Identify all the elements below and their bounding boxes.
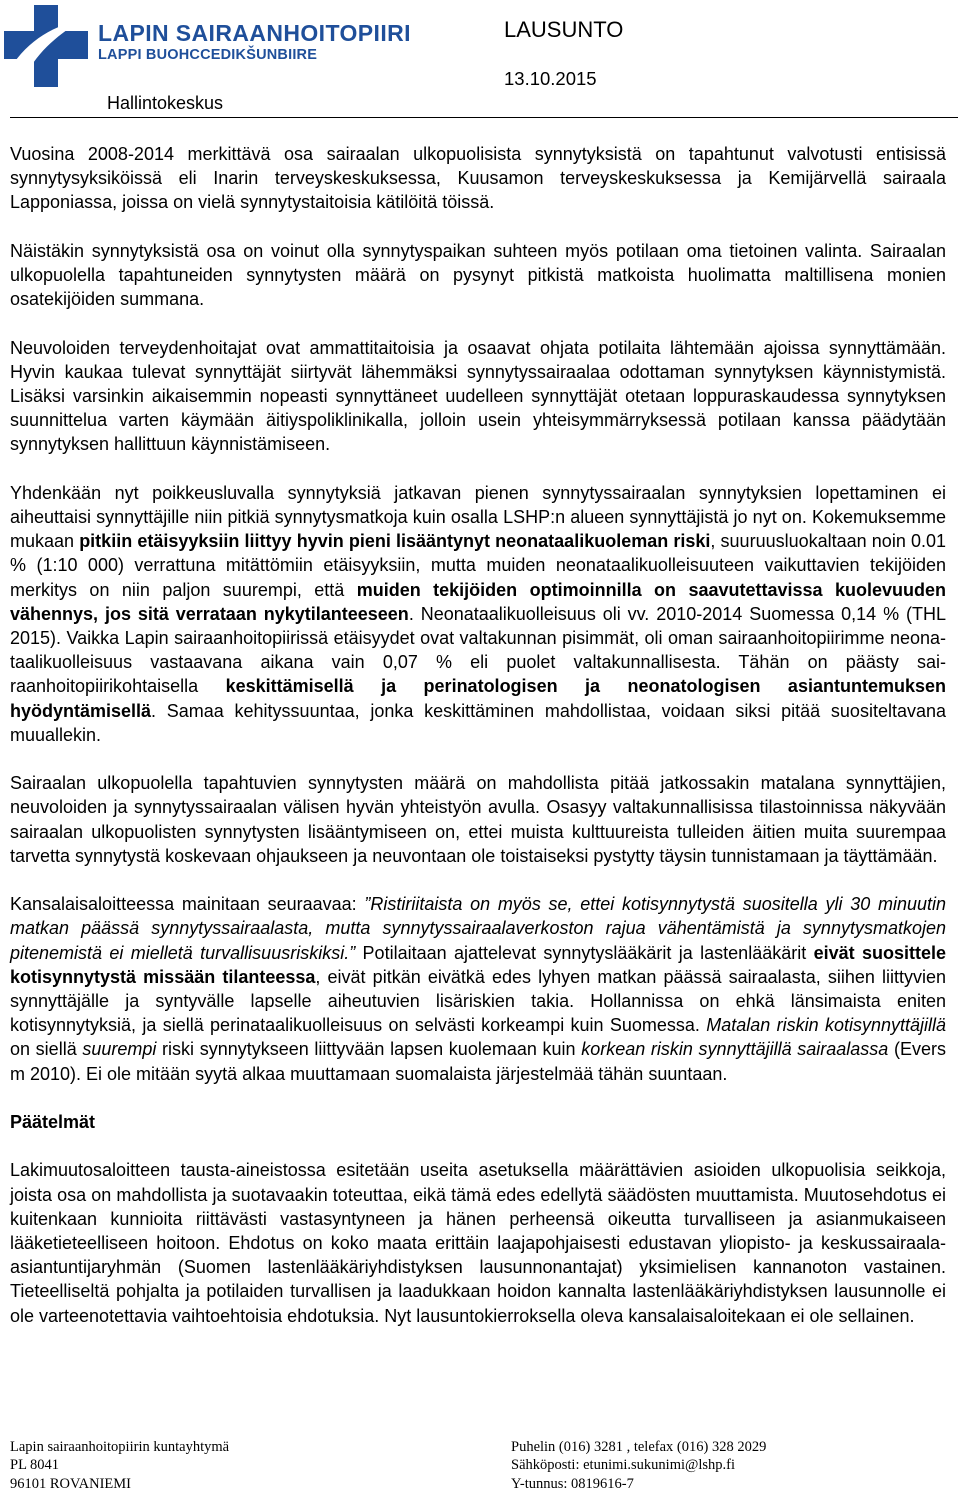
paragraph-6-italic: Matalan riskin kotisynnyttäjillä	[706, 1015, 947, 1036]
footer-po-box: PL 8041	[10, 1457, 60, 1474]
paragraph-6-text: riski synnytykseen liittyvään lapsen kuolemaan kuin	[156, 1039, 582, 1060]
paragraph-7: Lakimuutosaloitteen tausta-aineistossa esitetään useita asetuksella määrättävien asioiden ulkopuolisia seikkoja, joista osa on mahdollista ja suotavaakin toteuttaa, eikä tämä edes edellytä säädösten muuttamista. Muutosehdotus ei kuitenkaan kunnioita riittävästi vastasyntyneen ja hänen perheensä oikeutta turvalliseen ja asianmukaiseen lääketieteelliseen hoitoon. Ehdotus on koko maata erittäin laajapohjaisesti edustavan yliopisto- ja keskussairaala-asiantuntijaryhmän (Suomen lastenlääkäriyhdistyksen lausunnonantajat) yksimielisen kannanoton vastainen. Tieteelliseltä pohjalta ja potilaiden turvallisen ja laadukkaan hoidon kannalta lastenlääkäriyhdistyksen lausunnolle ei ole varteenotettavia vaihtoehtoisia ehdotuksia. Nyt lausuntokierroksella oleva kansalaisaloitekaan ei ole sellainen.	[10, 1160, 946, 1326]
paragraph-4	[10, 481, 946, 747]
department-name: Hallintokeskus	[107, 93, 224, 113]
footer-business-id: Y-tunnus: 0819616-7	[511, 1475, 634, 1492]
paragraph-1: Vuosina 2008-2014 merkittävä osa sairaalan ulkopuolisista synnytyksistä on tapahtunut valvotusti entisissä synnytysyksiköissä eli Inarin terveyskeskuksessa, Kuusamon terveyskeskuksessa ja Kemijärvellä sairaala Lapponiassa, joissa on vielä synnytystaitoisia kätilöitä töissä.	[10, 144, 946, 213]
paragraph-4-emphasis: keskittämisellä ja perinatologisen ja neonatologisen asiantuntemuksen hyödyntämisellä	[10, 676, 946, 721]
document-body	[10, 142, 946, 1352]
footer-contact	[511, 1438, 766, 1493]
citizens-initiative-quote: ”Ristiriitaista on myös se, ettei kotisynnytystä suositella yli 30 minuutin matkan päässä synnytyssairaalasta, mutta synnytyssairaalaverkoston rajua vähentämistä ja synnytysmatkojen pitenemistä ei mielletä turvallisuusriskiksi.”	[10, 894, 946, 963]
paragraph-3: Neuvoloiden terveydenhoitajat ovat ammattitaitoisia ja osaavat ohjata potilaita lähtemään ajoissa synnyttämään. Hyvin kaukaa tulevat synnyttäjät siirtyvät lähemmäksi synnytyssairaalaa odottaman synnytyksen käynnistymistä. Lisäksi varsinkin aikaisemmin nopeasti synnyttäneet uudelleen synnyttäjät otetaan loppuraskaudessa synnytyksen suunnittelua varten käymään äitiyspoliklinikalla, jolloin usein yhteisymmärryksessä potilaan kanssa päädytään synnytyksen hallittuun käynnistämiseen.	[10, 337, 946, 455]
organization-name-sami: LAPPI BUOHCCEDIKŠUNBIIRE	[98, 47, 318, 63]
paragraph-6-text: , eivät pitkän eivätkä edes lyhyen matkan päässä sairaalasta, siihen liittyvien synnyttäjälle ja syntyvälle lapselle aiheutuvien lisäriskien takia. Hollannissa on ehkä länsimaista eniten kotisynnytyksiä, ja siellä perinataalikuolleisuus on selvästi korkeampi kuin Suomessa.	[10, 966, 947, 1036]
paragraph-4-text: Yhdenkään nyt poikkeusluvalla synnytyksiä jatkavan pienen synnytyssairaalan synnytyksien lopettaminen ei aiheuttaisi synnyttäjille niin pitkiä synnytysmatkoja kuin osalla LSHP:n alueen synnyttäjistä jo nyt on. Kokemuksemme mukaan	[10, 482, 946, 552]
footer-phone: Puhelin (016) 3281 , telefax (016) 328 2029	[511, 1439, 767, 1455]
paragraph-4-emphasis: muiden tekijöiden optimoinnilla on saavutettavissa kuolevuuden vähennys, jos sitä verrataan nykytilanteeseen	[10, 579, 946, 624]
footer-organization: Lapin sairaanhoitopiirin kuntayhtymä	[10, 1439, 230, 1455]
footer-city: 96101 ROVANIEMI	[10, 1475, 131, 1492]
header-divider	[10, 117, 958, 118]
paragraph-2: Näistäkin synnytyksistä osa on voinut olla synnytyspaikan suhteen myös potilaan oma tietoinen valinta. Sairaalan ulkopuolella tapahtuneiden synnytysten määrä on pysynyt pitkistä matkoista huolimatta maltillisena monien osatekijöiden summana.	[10, 240, 946, 310]
paragraph-6-text: Potilaitaan ajattelevat synnytyslääkärit ja lastenlääkärit	[355, 942, 814, 963]
paragraph-6-text: on siellä	[10, 1039, 83, 1060]
paragraph-5: Sairaalan ulkopuolella tapahtuvien synnytysten määrä on mahdollista pitää jatkossakin matalana synnyttäjien, neuvoloiden ja synnytyssairaalan välisen hyvän yhteistyön avulla. Osasyy valtakunnallisissa tilastoinnissa näkyvään sairaalan ulkopuolisten synnytysten lisääntymiseen on, ettei muista kulttuureista tulleiden äitien muita suurempaa tarvetta synnytystä koskevaan ohjaukseen ja neuvontaan ole toistaiseksi pystytty täysin tunnistamaan ja täyttämään.	[10, 773, 946, 866]
paragraph-6-emphasis: eivät suosittele kotisynnytystä missään tilanteessa	[10, 942, 946, 987]
paragraph-4-text: , suuruusluokaltaan noin 0.01 % (1:10 000) verrattuna mitättömiin etäisyyksiin, mutta muiden neonataalikuolleisuuteen vaikuttavien tekijöiden merkitys on niin paljon suurempi, että	[10, 531, 947, 600]
hospital-cross-logo-icon	[4, 5, 88, 87]
organization-name: LAPIN SAIRAANHOITOPIIRI	[98, 20, 411, 46]
paragraph-4-text: . Samaa kehityssuuntaa, jonka keskittäminen mahdollistaa, voidaan siksi pitää suositeltavana muuallekin.	[10, 700, 946, 745]
paragraph-6-text: Kansalaisaloitteessa mainitaan seuraavaa:	[10, 894, 365, 915]
document-type: LAUSUNTO	[504, 17, 624, 42]
paragraph-4-text: . Neonataalikuolleisuus oli vv. 2010-2014 Suomessa 0,14 % (THL 2015). Vaikka Lapin sairaanhoitopiirissä etäisyydet ovat valtakunnan pisimmät, oli oman sairaanhoitopiirimme neonataalikuolleisuus vastaavana aikana vain 0,07 % eli puolet valtakunnallisesta. Tähän on päästy sairaanhoitopiirikohtaisella	[10, 603, 946, 697]
footer-email: Sähköposti: etunimi.sukunimi@lshp.fi	[511, 1457, 736, 1474]
paragraph-6-italic: suurempi	[82, 1039, 157, 1060]
document-date: 13.10.2015	[504, 68, 597, 89]
paragraph-6	[10, 892, 946, 1086]
paragraph-6-italic: korkean riskin synnyttäjillä sairaalassa	[581, 1039, 889, 1060]
paragraph-4-emphasis: pitkiin etäisyyksiin liittyy hyvin pieni lisääntynyt neonataalikuoleman riski	[79, 531, 711, 552]
footer-address	[10, 1438, 229, 1493]
paragraph-6-text: (Evers m 2010). Ei ole mitään syytä alkaa muuttamaan suomalaista järjestelmää tähän suuntaan.	[10, 1039, 946, 1084]
conclusions-heading: Päätelmät	[10, 1112, 96, 1133]
